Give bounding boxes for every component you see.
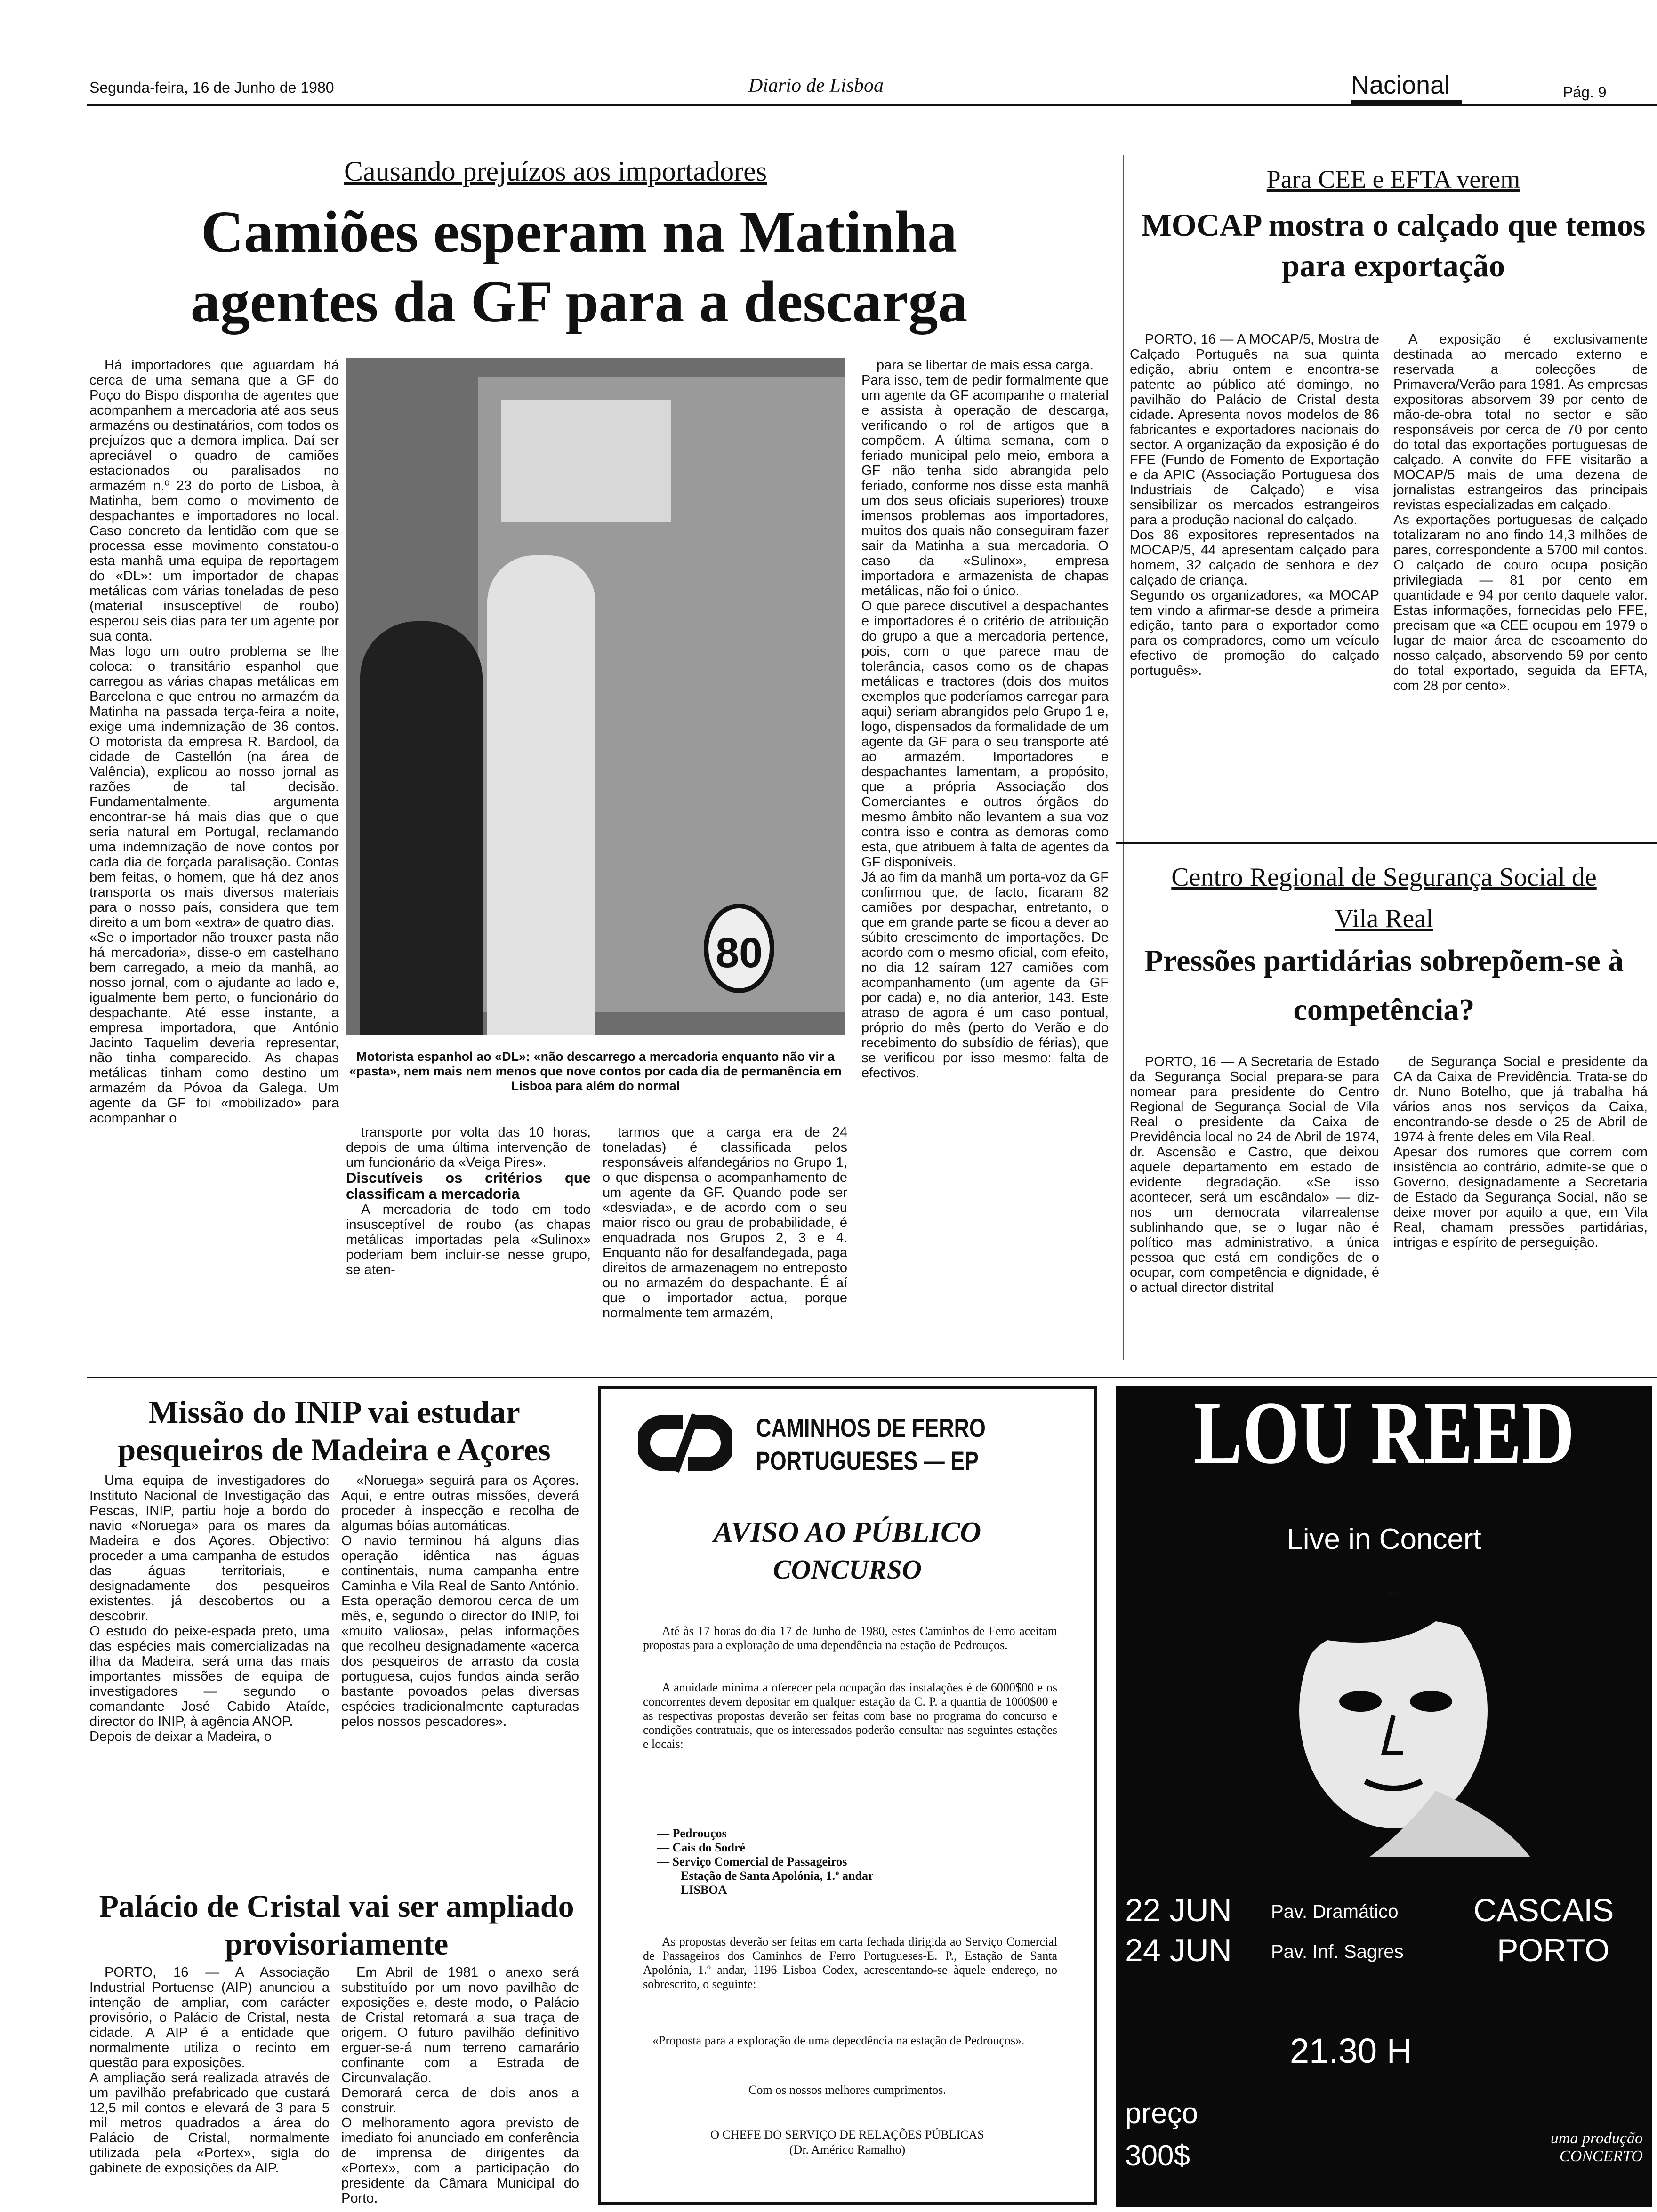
person-silhouette (360, 621, 483, 1035)
lou-price-label: preço (1125, 2097, 1199, 2130)
lead-col3-text: tarmos que a carga era de 24 toneladas) é classificada pelos responsáveis alfandegários no Grupo 1, o que dispensa o acompanhamento de um agente da GF. Quando pode ser «desviada», e de acordo com o seu maior risco ou grau de probabilidade, é enquadrada nos Grupos 2, 3 e 4. Enquanto não for desalfandegada, paga direitos de armazenagem no entreposto ou no armazém do despachante. É aí que o importador actua, porque normalmente tem armazém, (603, 1125, 847, 1321)
mocap-kicker: Para CEE e EFTA verem (1266, 165, 1520, 193)
cristal-col1-text: PORTO, 16 — A Associação Industrial Portuense (AIP) anunciou a intenção de ampliar, com carácter provisório, o Palácio de Cristal, nesta cidade. A AIP é a entidade que normalmente utiliza o recinto em questão para exposições. A ampliação será realizada através de um pavilhão prefabricado que custará 12,5 mil contos e elevará de 3 para 5 mil metros quadrados a área do Palácio de Cristal, normalmente utilizada pela «Portex», sigla do gabinete de exposições da AIP. (89, 1965, 330, 2176)
lou-price: 300$ (1125, 2140, 1190, 2172)
lou-time: 21.30 H (1290, 2031, 1412, 2070)
mocap-column-2 (1393, 332, 1648, 826)
cp-logo (638, 1408, 732, 1478)
seguranca-col2-text: de Segurança Social e presidente da CA da Caixa de Previdência. Trata-se do dr. Nuno Botelho, que já trabalha há vários anos nos serviços da Caixa, encontrando-se desde o 25 de Abril de 1974 à frente deles em Vila Real. Apesar dos rumores que correm com insistência ao contrário, admite-se que o Governo, designadamente a Secretaria de Estado da Segurança Social, não se deixe mover por aquilo a que, em Vila Real, chamam pressões partidárias, intrigas e espírito de perseguição. (1393, 1054, 1648, 1250)
cp-signature-title: O CHEFE DO SERVIÇO DE RELAÇÕES PÚBLICAS (710, 2128, 984, 2141)
lead-col4-text: para se libertar de mais essa carga. Para isso, tem de pedir formalmente que um agente da GF acompanhe o material e assista à operação de descarga, verificando o rol de artigos que a compõem. A última semana, com o feriado municipal pelo meio, embora a GF não tenha sido abrangida pelo feriado, conforme nos disse esta manhã um dos seus oficiais superiores) trouxe imensos problemas aos importadores, muitos dos quais não conseguiram fazer sair da Matinha a sua mercadoria. O caso da «Sulinox», empresa importadora e armazenista de chapas metálicas, não foi o único. O que parece discutível a despachantes e importadores é o critério de atribuição do grupo a que a mercadoria pertence, pois, com o que parece mau de tolerância, casos como os de chapas metálicas e tractores (dois dos muitos exemplos que poderíamos carregar para aqui) seriam abrangidos pelo Grupo 1 e, logo, dispensados da formalidade de um agente da GF para o seu transporte até ao armazém. Importadores e despachantes lamentam, a propósito, que a própria Associação dos Comerciantes e outros órgãos do mesmo âmbito não levantem a sua voz contra isso e contra as demoras como esta, que atribuem à falta de agentes da GF disponíveis. Já ao fim da manhã um porta-voz da GF confirmou que, de facto, ficaram 82 camiões por despachar, entretanto, o que em grande parte se ficou a dever ao súbito crescimento de importações. De acordo com o mesmo oficial, com efeito, no dia 12 saíram 127 camiões com acompanhamento (um agente da GF por cada) e, no dia anterior, 143. Este atraso de agora é um caso pontual, próprio do mês (perto do Verão e do recebimento do subsídio de férias), que se verificou por isso mesmo: falta de efectivos. (861, 358, 1109, 1081)
truck-windshield (501, 400, 671, 522)
lou-reed-advertisement (1116, 1386, 1652, 2207)
lou-venue-2: Pav. Inf. Sagres (1271, 1941, 1404, 1962)
cp-advertisement (598, 1386, 1097, 2205)
mocap-col1-text: PORTO, 16 — A MOCAP/5, Mostra de Calçado Português na sua quinta edição, abriu ontem e encontra-se patente ao público até domingo, no pavilhão do Palácio de Cristal desta cidade. Apresenta novos modelos de 86 fabricantes e exportadores nacionais do sector. A organização da exposição é do FFE (Fundo de Fomento de Exportação e da APIC (Associação Portuguesa dos Industriais de Calçado) e visa sensibilizar os mercados estrangeiros para a produção nacional do calçado. Dos 86 expositores representados na MOCAP/5, 44 apresentam calçado para homem, 32 calçado de senhora e dez calçado de criança. Segundo os organizadores, «a MOCAP tem vindo a afirmar-se desde a primeira edição, tanto para o exportador como para os compradores, como um veículo efectivo de promoção do calçado português». (1130, 332, 1379, 678)
lead-subhead: Discutíveis os critérios que classificam a mercadoria (346, 1170, 591, 1202)
cp-quote: «Proposta para a exploração de uma depecdência na estação de Pedrouços». (652, 2034, 1025, 2047)
cristal-column-1 (89, 1965, 330, 2205)
mocap-col2-text: A exposição é exclusivamente destinada ao mercado externo e reservada a colecções de Primavera/Verão para 1981. As empresas expositoras absorvem 39 por cento de mão-de-obra total no sector e são responsáveis por cerca de 70 por cento do total das exportações portuguesas de calçado. A convite do FFE visitarão a MOCAP/5 mais de uma dezena de jornalistas estrangeiros das principais revistas especializadas em calçado. As exportações portuguesas de calçado totalizaram no ano findo 14,3 milhões de pares, correspondente a 5700 mil contos. O calçado de couro ocupa posição privilegiada — 81 por cento em quantidade e 94 por cento daquele valor. Estas informações, fornecidas pelo FFE, precisam que «a CEE ocupou em 1979 o lugar de maior área de escoamento do nosso calçado, absorvendo 59 por cento do total exportado, seguida da EFTA, com 28 por cento». (1393, 332, 1648, 693)
cristal-column-2 (341, 1965, 579, 2205)
cp-places-list (657, 1827, 1034, 1897)
seguranca-col1-text: PORTO, 16 — A Secretaria de Estado da Segurança Social prepara-se para nomear para presidente do Centro Regional de Segurança Social de Vila Real o presidente da Caixa de Previdência local no 24 de Abril de 1974, dr. Ascensão e Castro, que deixou aquele departamento em estado de evidente degradação. «Se isso acontecer, será um escândalo» — diz-nos um democrata vilarrealense sublinhando que, se o lugar não é político mas administrativo, a única pessoa que está em condições de o ocupar, com competência e dignidade, é o actual director distrital (1130, 1054, 1379, 1295)
inip-column-2 (341, 1473, 579, 1883)
lower-section-rule (87, 1377, 1657, 1378)
lead-photo (346, 358, 845, 1035)
cp-notice-title: AVISO AO PÚBLICO (713, 1516, 981, 1548)
masthead-rule (87, 104, 1657, 106)
inip-headline: Missão do INIP vai estudar pesqueiros de Madeira e Açores (118, 1394, 551, 1467)
lead-photo-caption: Motorista espanhol ao «DL»: «não descarrego a mercadoria enquanto não vir a «pasta», nem mais nem menos que nove contos por cada dia de permanência em Lisboa para além do normal (349, 1050, 842, 1093)
lead-column-4 (861, 358, 1109, 1374)
lou-date-1: 22 JUN (1125, 1892, 1232, 1928)
masthead-paper-name: Diario de Lisboa (748, 75, 884, 96)
lead-col2b-text: A mercadoria de todo em todo insusceptível de roubo (as chapas metálicas importadas pela «Sulinox» poderiam bem incluir-se nesse grupo, se aten- (346, 1202, 591, 1277)
lou-reed-subtitle: Live in Concert (1287, 1523, 1481, 1555)
cp-place-2: — Cais do Sodré (657, 1841, 746, 1854)
inip-column-1 (89, 1473, 330, 1883)
cp-company-line-1: CAMINHOS DE FERRO (756, 1413, 986, 1443)
seguranca-kicker: Centro Regional de Segurança Social de Vila Real (1171, 863, 1597, 933)
section-underline (1351, 100, 1462, 104)
seguranca-column-2 (1393, 1054, 1648, 1365)
mocap-column-1 (1130, 332, 1379, 826)
cp-closing: Com os nossos melhores cumprimentos. (748, 2083, 946, 2097)
cp-paragraph-2: A anuidade mínima a oferecer pela ocupação das instalações é de 6000$00 e os concorrentes devem depositar em qualquer estação da C. P. a quantia de 1000$00 e as respectivas propostas deverão ser feitas com base no programa do concurso e condições contratuais, que os interessados poderão consultar nas seguintes estações e locais: (643, 1681, 1057, 1751)
cp-place-3: — Serviço Comercial de Passageiros (657, 1855, 847, 1868)
cristal-headline: Palácio de Cristal vai ser ampliado provisoriamente (99, 1888, 574, 1962)
seguranca-column-1 (1130, 1054, 1379, 1365)
driver-figure (487, 555, 595, 1035)
masthead-date: Segunda-feira, 16 de Junho de 1980 (89, 79, 334, 96)
masthead (0, 0, 1657, 108)
lou-reed-portrait (1172, 1574, 1605, 1857)
lou-promoter: uma produção CONCERTO (1550, 2130, 1643, 2165)
cp-signature-name: (Dr. Américo Ramalho) (789, 2143, 906, 2156)
cp-paragraph-1: Até às 17 horas do dia 17 de Junho de 1980, estes Caminhos de Ferro aceitam propostas para a exploração de uma dependência na estação de Pedrouços. (643, 1624, 1057, 1652)
lou-city-2: PORTO (1497, 1932, 1610, 1968)
cp-company-line-2: PORTUGUESES — EP (756, 1446, 979, 1475)
cp-notice-subtitle: CONCURSO (773, 1554, 922, 1585)
lead-column-3 (603, 1125, 847, 1374)
lead-col1-text: Há importadores que aguardam há cerca de uma semana que a GF do Poço do Bispo disponha de agentes que acompanhem a mercadoria até aos seus armazéns ou destinatários, com todos os prejuízos que a demora implica. Daí ser apreciável o quadro de camiões estacionados ou paralisados no armazém n.º 23 do porto de Lisboa, à Matinha, bem como o movimento de despachantes e importadores no local. Caso concreto da lentidão com que se processa esse movimento constatou-o esta manhã uma equipa de reportagem do «DL»: um importador de chapas metálicas com várias toneladas de peso (material insusceptível de roubo) esperou seis dias para ter um agente por sua conta. Mas logo um outro problema se lhe coloca: o transitário espanhol que carregou as várias chapas metálicas em Barcelona e que entrou no armazém da Matinha na passada terça-feira a noite, exige uma indemnização de 36 contos. O motorista da empresa R. Bardool, da cidade de Castellón (na área de Valência), explicou ao nosso jornal as razões de tal decisão. Fundamentalmente, argumenta encontrar-se há mais dias que o que seria natural em Portugal, reclamando uma indemnização de nove contos por cada dia de forçada paralisação. Contas bem feitas, o homem, que há dez anos transporta os mais diversos materiais para o nosso país, considera que tem direito a um bom «extra» de quatro dias. «Se o importador não trouxer pasta não há mercadoria», disse-o em castelhano bem carregado, a meio da manhã, ao nosso jornal, com o ajudante ao lado e, igualmente bem perto, o funcionário do despachante. Até esse instante, a empresa importadora, que António Jacinto Taquelim deveria representar, não tinha comparecido. As chapas metálicas tinham como destino um armazém da Póvoa da Galega. Um agente da GF foi «mobilizado» para acompanhar o (89, 358, 339, 1126)
mocap-bottom-rule (1116, 842, 1657, 844)
lead-column-1 (89, 358, 339, 1374)
speed-badge: 80 (704, 904, 774, 993)
lou-date-2: 24 JUN (1125, 1932, 1232, 1968)
masthead-page-number: Pág. 9 (1563, 84, 1607, 101)
lou-reed-title: LOU REED (1193, 1386, 1575, 1483)
cristal-col2-text: Em Abril de 1981 o anexo será substituído por um novo pavilhão de exposições e, deste modo, o Palácio de Cristal retomará a sua traça de origem. O futuro pavilhão definitivo erguer-se-á num terreno camarário confinante com a Estrada de Circunvalação. Demorará cerca de dois anos a construir. O melhoramento agora previsto de imediato foi anunciado em conferência de imprensa de dirigentes da «Portex», com a participação do presidente da Câmara Municipal do Porto. (341, 1965, 579, 2205)
cp-place-5: LISBOA (681, 1883, 727, 1897)
cp-place-1: — Pedrouços (657, 1827, 727, 1840)
inip-col1-text: Uma equipa de investigadores do Instituto Nacional de Investigação das Pescas, INIP, partiu hoje a bordo do navio «Noruega» para os mares da Madeira e dos Açores. Objectivo: proceder a uma campanha de estudos das águas territoriais, e designadamente dos pesqueiros existentes, já descobertos ou a descobrir. O estudo do peixe-espada preto, uma das espécies mais comercializadas na ilha da Madeira, será uma das mais importantes missões de equipa de investigadores — segundo o comandante José Cabido Ataíde, director do INIP, à agência ANOP. Depois de deixar a Madeira, o (89, 1473, 330, 1744)
lead-column-2 (346, 1125, 591, 1374)
mocap-headline: MOCAP mostra o calçado que temos para exportação (1141, 207, 1646, 283)
seguranca-headline: Pressões partidárias sobrepõem-se à competência? (1144, 944, 1624, 1027)
lou-city-1: CASCAIS (1473, 1892, 1614, 1928)
lead-col2-text: transporte por volta das 10 horas, depois de uma última intervenção de um funcionário da «Veiga Pires». (346, 1125, 591, 1170)
lead-kicker: Causando prejuízos aos importadores (344, 156, 767, 187)
lou-venue-1: Pav. Dramático (1271, 1901, 1399, 1922)
column-divider (1123, 155, 1124, 1360)
lead-headline: Camiões esperam na Matinha agentes da GF para a descarga (190, 200, 968, 335)
masthead-section: Nacional (1351, 71, 1450, 99)
inip-col2-text: «Noruega» seguirá para os Açores. Aqui, e entre outras missões, deverá proceder à inspecção e recolha de algumas bóias automáticas. O navio terminou há alguns dias operação idêntica nas águas continentais, numa campanha entre Caminha e Vila Real de Santo António. Esta operação demorou cerca de um mês, e, segundo o director do INIP, foi «muito valiosa», pelas informações que recolheu designadamente «acerca dos pesqueiros de arrasto da costa portuguesa, cujos fundos ainda serão bastante povoados pelas diversas espécies tradicionalmente capturadas pelos nossos pescadores». (341, 1473, 579, 1729)
cp-place-4: Estação de Santa Apolónia, 1.º andar (681, 1869, 874, 1883)
cp-paragraph-3: As propostas deverão ser feitas em carta fechada dirigida ao Serviço Comercial de Passageiros dos Caminhos de Ferro Portugueses-E. P., Estação de Santa Apolónia, 1.º andar, 1196 Lisboa Codex, acrescentando-se àquele endereço, no sobrescrito, o seguinte: (643, 1935, 1057, 1991)
